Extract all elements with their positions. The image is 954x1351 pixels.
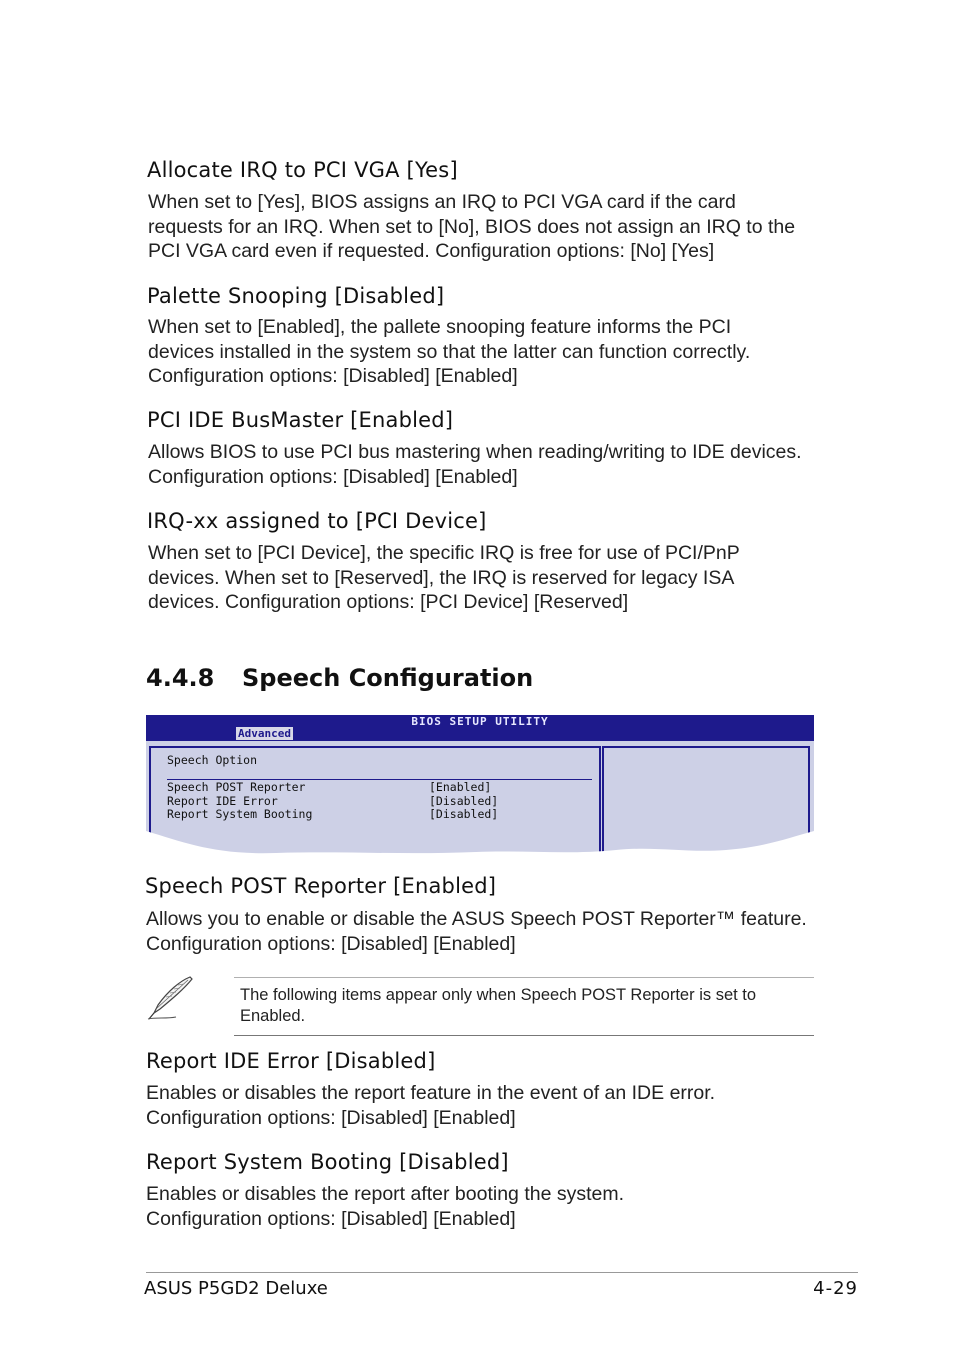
- footer-product-name: ASUS P5GD2 Deluxe: [144, 1278, 328, 1299]
- body-line: devices. Configuration options: [PCI Device] [Reserved]: [148, 591, 629, 613]
- body-line: Configuration options: [Disabled] [Enabled]: [148, 365, 518, 387]
- body-line: Enables or disables the report feature in the event of an IDE error.: [146, 1082, 716, 1104]
- note-top-rule: [234, 977, 814, 978]
- section-body-palette-snooping: [148, 315, 818, 389]
- section-heading-irq-assigned: IRQ-xx assigned to [PCI Device]: [147, 509, 487, 533]
- bios-item-label-speech-post[interactable]: Speech POST Reporter: [167, 780, 306, 794]
- footer-page-number: 4-29: [813, 1278, 858, 1299]
- bios-panel-heading: Speech Option: [167, 753, 258, 767]
- bios-tab-advanced[interactable]: Advanced: [238, 727, 291, 740]
- section-body-speech-post: [146, 907, 846, 956]
- bios-item-label-report-boot[interactable]: Report System Booting: [167, 807, 313, 821]
- body-line: Allows BIOS to use PCI bus mastering when reading/writing to IDE devices.: [148, 441, 802, 463]
- footer-rule: [146, 1272, 858, 1273]
- section-heading-pci-ide-busmaster: PCI IDE BusMaster [Enabled]: [147, 408, 454, 432]
- body-line: When set to [PCI Device], the specific IRQ is free for use of PCI/PnP: [148, 542, 740, 564]
- note-bottom-rule: [234, 1035, 814, 1036]
- note-line: The following items appear only when Speech POST Reporter is set to: [240, 986, 757, 1004]
- section-body-allocate-irq: [148, 190, 818, 264]
- bios-item-label-report-ide[interactable]: Report IDE Error: [167, 794, 278, 808]
- body-line: Allows you to enable or disable the ASUS Speech POST Reporter™ feature.: [146, 908, 807, 930]
- body-line: devices. When set to [Reserved], the IRQ is reserved for legacy ISA: [148, 566, 735, 589]
- body-line: When set to [Enabled], the pallete snooping feature informs the PCI: [148, 316, 732, 338]
- note-text: [240, 985, 810, 1027]
- section-heading-speech-post: Speech POST Reporter [Enabled]: [145, 874, 497, 898]
- section-title: [146, 664, 533, 692]
- section-number: 4.4.8: [146, 664, 215, 692]
- bios-item-value-report-boot[interactable]: [Disabled]: [429, 807, 499, 821]
- section-heading-report-ide: Report IDE Error [Disabled]: [146, 1049, 436, 1073]
- section-body-irq-assigned: [148, 541, 818, 615]
- section-body-report-boot: [146, 1182, 816, 1231]
- bios-title: BIOS SETUP UTILITY: [411, 715, 549, 728]
- bios-item-value-speech-post[interactable]: [Enabled]: [429, 780, 492, 794]
- torn-edge-decoration: [146, 715, 814, 860]
- pen-icon: [146, 975, 196, 1023]
- body-line: requests for an IRQ. When set to [No], BIOS does not assign an IRQ to the: [148, 215, 796, 238]
- section-heading-report-boot: Report System Booting [Disabled]: [146, 1150, 509, 1174]
- body-line: Configuration options: [Disabled] [Enabled]: [146, 1207, 516, 1230]
- section-title-text: Speech Configuration: [242, 664, 534, 692]
- body-line: Configuration options: [Disabled] [Enabled]: [146, 932, 516, 955]
- note-line: Enabled.: [240, 1007, 306, 1025]
- body-line: devices installed in the system so that the latter can function correctly.: [148, 340, 751, 363]
- section-body-pci-ide-busmaster: [148, 440, 818, 489]
- section-heading-allocate-irq: Allocate IRQ to PCI VGA [Yes]: [147, 158, 458, 182]
- section-heading-palette-snooping: Palette Snooping [Disabled]: [147, 284, 445, 308]
- bios-item-value-report-ide[interactable]: [Disabled]: [429, 794, 499, 808]
- body-line: PCI VGA card even if requested. Configuration options: [No] [Yes]: [148, 240, 715, 262]
- body-line: Configuration options: [Disabled] [Enabled]: [148, 465, 518, 488]
- body-line: Configuration options: [Disabled] [Enabled]: [146, 1106, 516, 1129]
- section-body-report-ide: [146, 1081, 816, 1130]
- body-line: When set to [Yes], BIOS assigns an IRQ to PCI VGA card if the card: [148, 191, 736, 213]
- body-line: Enables or disables the report after booting the system.: [146, 1183, 625, 1205]
- bios-screenshot: [146, 715, 814, 860]
